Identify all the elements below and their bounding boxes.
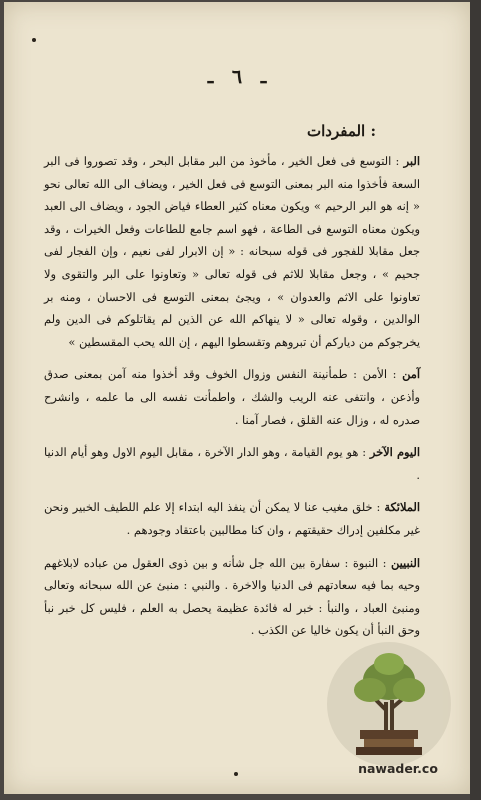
page-mark-bottom bbox=[234, 772, 238, 776]
entry-text: : الأمن : طمأنينة النفس وزوال الخوف وقد أخذوا منه آمن بمعنى صدق وأذعن ، وانتفى عنه الريب والشك ، واطمأنت نفسه الى ما علمه ، وانشرح صدره له ، وزال عنه القلق ، فصار آمنا . bbox=[44, 367, 420, 427]
page-number bbox=[4, 66, 470, 88]
entry-text: : هو يوم القيامة ، وهو الدار الآخرة ، مقابل اليوم الاول وهو أيام الدنيا . bbox=[44, 445, 420, 482]
entry-birr bbox=[44, 150, 420, 353]
entry-term: النبيين bbox=[390, 555, 421, 570]
entry-term: البر bbox=[403, 154, 420, 168]
page-number-dash-right: ـ bbox=[207, 66, 214, 88]
entry-term: آمن bbox=[402, 367, 420, 382]
section-title: المفردات : bbox=[306, 122, 376, 140]
entry-amana bbox=[44, 363, 420, 431]
entry-text: : التوسع فى فعل الخير ، مأخوذ من البر مقابل البحر ، وقد تصوروا فى البر السعة فأخذوا منه البر بمعنى التوسع فى فعل الخير ، ويضاف الى الله تعالى نحو « إنه هو البر الرحيم » ويكون معناه كثير العطاء فياض الجود ، ويضاف الى العبد ويكون معناه التوسع فى الطاعة ، فهو اسم جامع للطاعات وفعل الخيرات ، وقد جعل مقابلا للفجور فى قوله سبحانه : « إن الابرار لفى نعيم ، وإن الفجار لفى جحيم » ، وجعل مقابلا للاثم فى قوله تعالى « وتعاونوا على البر والتقوى ولا تعاونوا على الاثم والعدوان » ، ويجئ بمعنى التوسع فى الاحسان ، ومنه بر الوالدين ، وقوله تعالى « لا ينهاكم الله عن الذين لم يقاتلوكم فى الدين ولم يخرجوكم من دياركم أن تبروهم وتقسطوا اليهم ، إن الله يحب المقسطين » bbox=[44, 154, 420, 349]
page-number-value: ٦ bbox=[231, 66, 243, 88]
entry-text: : النبوة : سفارة بين الله جل شأنه و بين ذوى العقول من عباده لابلاغهم وحيه بما فيه سعادتهم فى الدنيا والاخرة . والنبي : منبئ عن الله سبحانه وتعالى ومنبئ العباد ، والنبأ : خبر له فائدة عظيمة يحصل به العلم ، فليس كل خبر نبأ وحق النبأ أن يكون خاليا عن الكذب . bbox=[44, 555, 420, 638]
entry-term: الملائكة bbox=[384, 500, 420, 515]
entry-prophets bbox=[44, 552, 420, 642]
entry-term: اليوم الآخر bbox=[369, 445, 421, 460]
binding-edge bbox=[470, 0, 481, 800]
page-number-dash-left: ـ bbox=[260, 66, 267, 88]
entry-text: : خلق مغيب عنا لا يمكن أن ينفذ اليه ابتداء إلا علم اللطيف الخبير ونحن غير مكلفين إدراك حقيقتهم ، وان كنا مطالبين باعتقاد وجودهم . bbox=[44, 500, 420, 537]
vocabulary-body bbox=[44, 150, 420, 652]
watermark-site-label: nawader.co bbox=[358, 761, 438, 776]
entry-angels bbox=[44, 496, 420, 541]
entry-last-day bbox=[44, 441, 420, 486]
page-mark-top bbox=[32, 38, 36, 42]
